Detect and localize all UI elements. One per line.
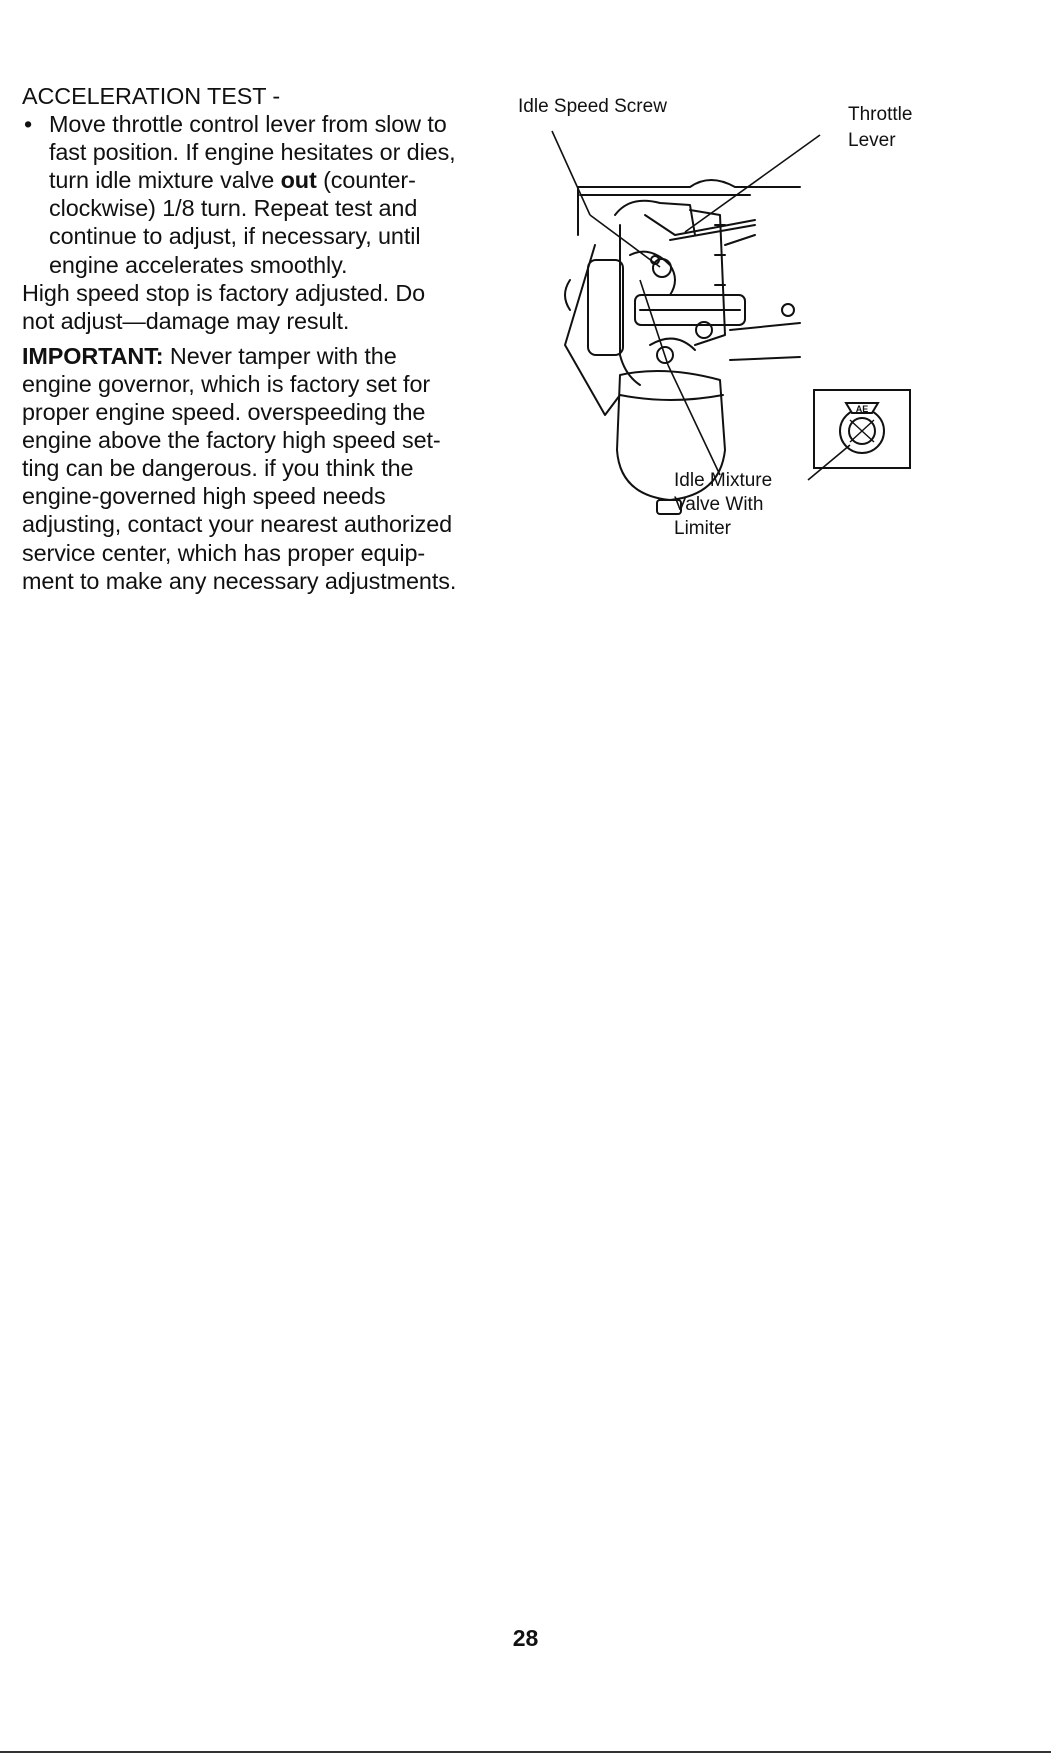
paragraph-line: engine governor, which is factory set for [22,370,431,397]
page-number: 28 [512,1625,539,1651]
limiter-badge-text: AE [855,404,869,414]
important-first-text: Never tamper with the [163,342,397,369]
paragraph-line: engine-governed high speed needs [22,483,386,510]
paragraph-line: ting can be dangerous. if you think the [22,455,414,482]
bullet-line: continue to adjust, if necessary, until [49,223,421,250]
bullet-line: Move throttle control lever from slow to [49,111,447,138]
acceleration-test-bullet [22,110,492,279]
text-column [22,82,492,595]
valve-with-label: Valve With [674,494,764,515]
paragraph-line: service center, which has proper equip- [22,539,426,566]
bullet-symbol: • [24,111,33,138]
bullet-line-text: (counter- [316,167,416,194]
bold-out-word: out [280,167,317,194]
paragraph-line: proper engine speed. overspeeding the [22,399,426,426]
bullet-line [49,166,492,194]
paragraph-line [22,342,492,370]
lever-label: Lever [848,130,896,151]
limiter-label: Limiter [674,518,732,539]
idle-mixture-label: Idle Mixture [674,470,773,491]
important-paragraph [22,342,492,595]
section-heading: ACCELERATION TEST - [22,83,281,109]
important-label: IMPORTANT: [22,342,164,369]
paragraph-line: High speed stop is factory adjusted. Do [22,279,426,306]
bullet-line: fast position. If engine hesitates or dies, [49,139,456,166]
paragraph-line: ment to make any necessary adjustments. [22,567,457,594]
paragraph-line: adjusting, contact your nearest authorized [22,511,453,538]
bullet-line: engine accelerates smoothly. [49,251,348,278]
bullet-line-text: turn idle mixture valve [49,167,281,194]
carburetor-figure [520,95,940,555]
high-speed-paragraph [22,279,492,335]
throttle-label: Throttle [848,104,913,125]
paragraph-line: engine above the factory high speed set- [22,427,441,454]
idle-speed-screw-label: Idle Speed Screw [518,96,667,117]
paragraph-line: not adjust—damage may result. [22,307,350,334]
bullet-line: clockwise) 1/8 turn. Repeat test and [49,195,418,222]
